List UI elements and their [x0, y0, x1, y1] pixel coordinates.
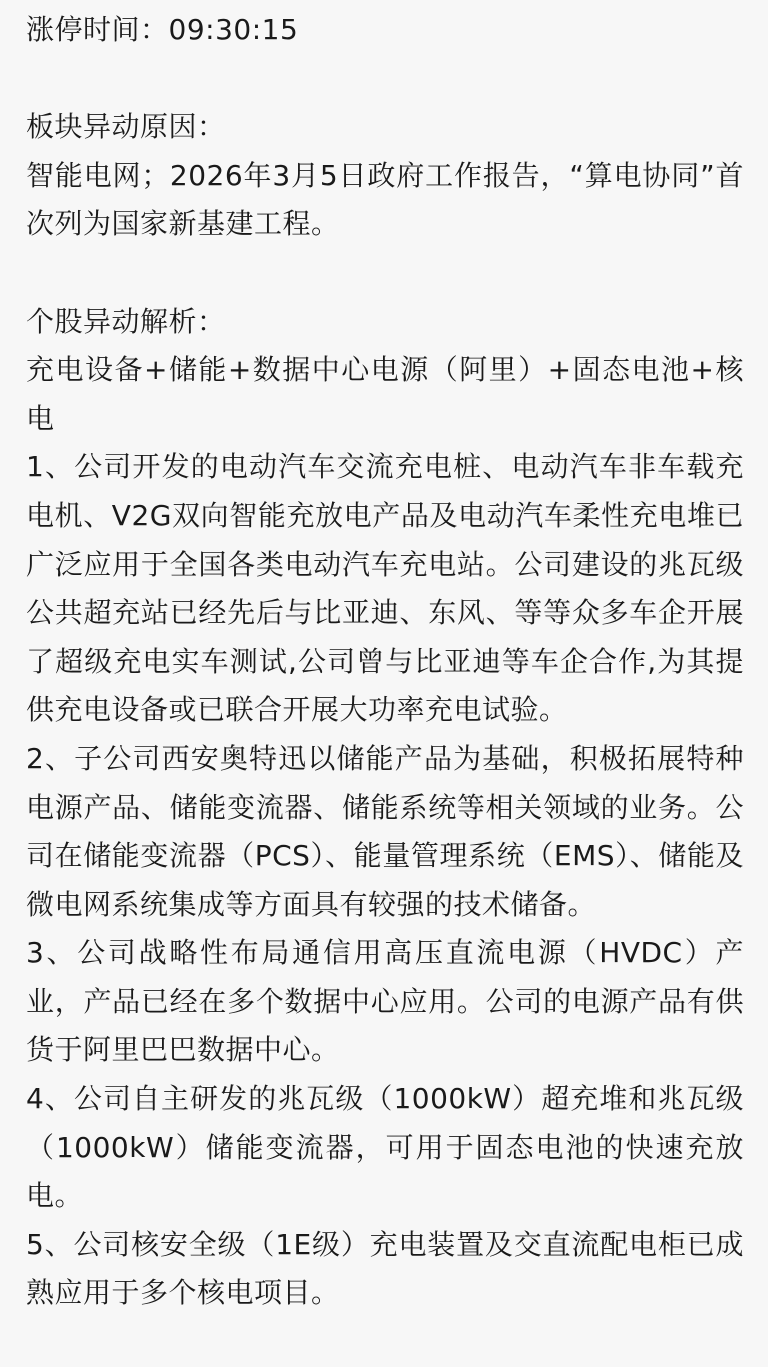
limit-up-time: 涨停时间：09:30:15	[26, 13, 299, 46]
blank-line	[26, 249, 744, 298]
analysis-point-4: 4、公司自主研发的兆瓦级（1000kW）超充堆和兆瓦级（1000kW）储能变流器，可用于固态电池的快速充放电。	[26, 1082, 744, 1213]
analysis-point-3: 3、公司战略性布局通信用高压直流电源（HVDC）产业，产品已经在多个数据中心应用。公司的电源产品有供货于阿里巴巴数据中心。	[26, 936, 744, 1067]
blank-line	[26, 55, 744, 104]
post-content	[26, 6, 744, 1318]
sector-reason-text: 智能电网；2026年3月5日政府工作报告，“算电协同”首次列为国家新基建工程。	[26, 158, 744, 241]
analysis-point-5: 5、公司核安全级（1E级）充电装置及交直流配电柜已成熟应用于多个核电项目。	[26, 1227, 744, 1310]
analysis-point-1: 1、公司开发的电动汽车交流充电桩、电动汽车非车载充电机、V2G双向智能充放电产品及电动汽车柔性充电堆已广泛应用于全国各类电动汽车充电站。公司建设的兆瓦级公共超充站已经先后与比亚迪、东风、等等众多车企开展了超级充电实车测试,公司曾与比亚迪等车企合作,为其提供充电设备或已联合开展大功率充电试验。	[26, 450, 744, 727]
stock-analysis-heading: 个股异动解析：	[26, 304, 226, 338]
sector-reason-heading: 板块异动原因：	[26, 110, 226, 144]
stock-analysis-tags: 充电设备+储能+数据中心电源（阿里）+固态电池+核电	[26, 353, 744, 435]
analysis-point-2: 2、子公司西安奥特迅以储能产品为基础，积极拓展特种电源产品、储能变流器、储能系统等相关领域的业务。公司在储能变流器（PCS）、能量管理系统（EMS）、储能及微电网系统集成等方面具有较强的技术储备。	[26, 741, 744, 921]
